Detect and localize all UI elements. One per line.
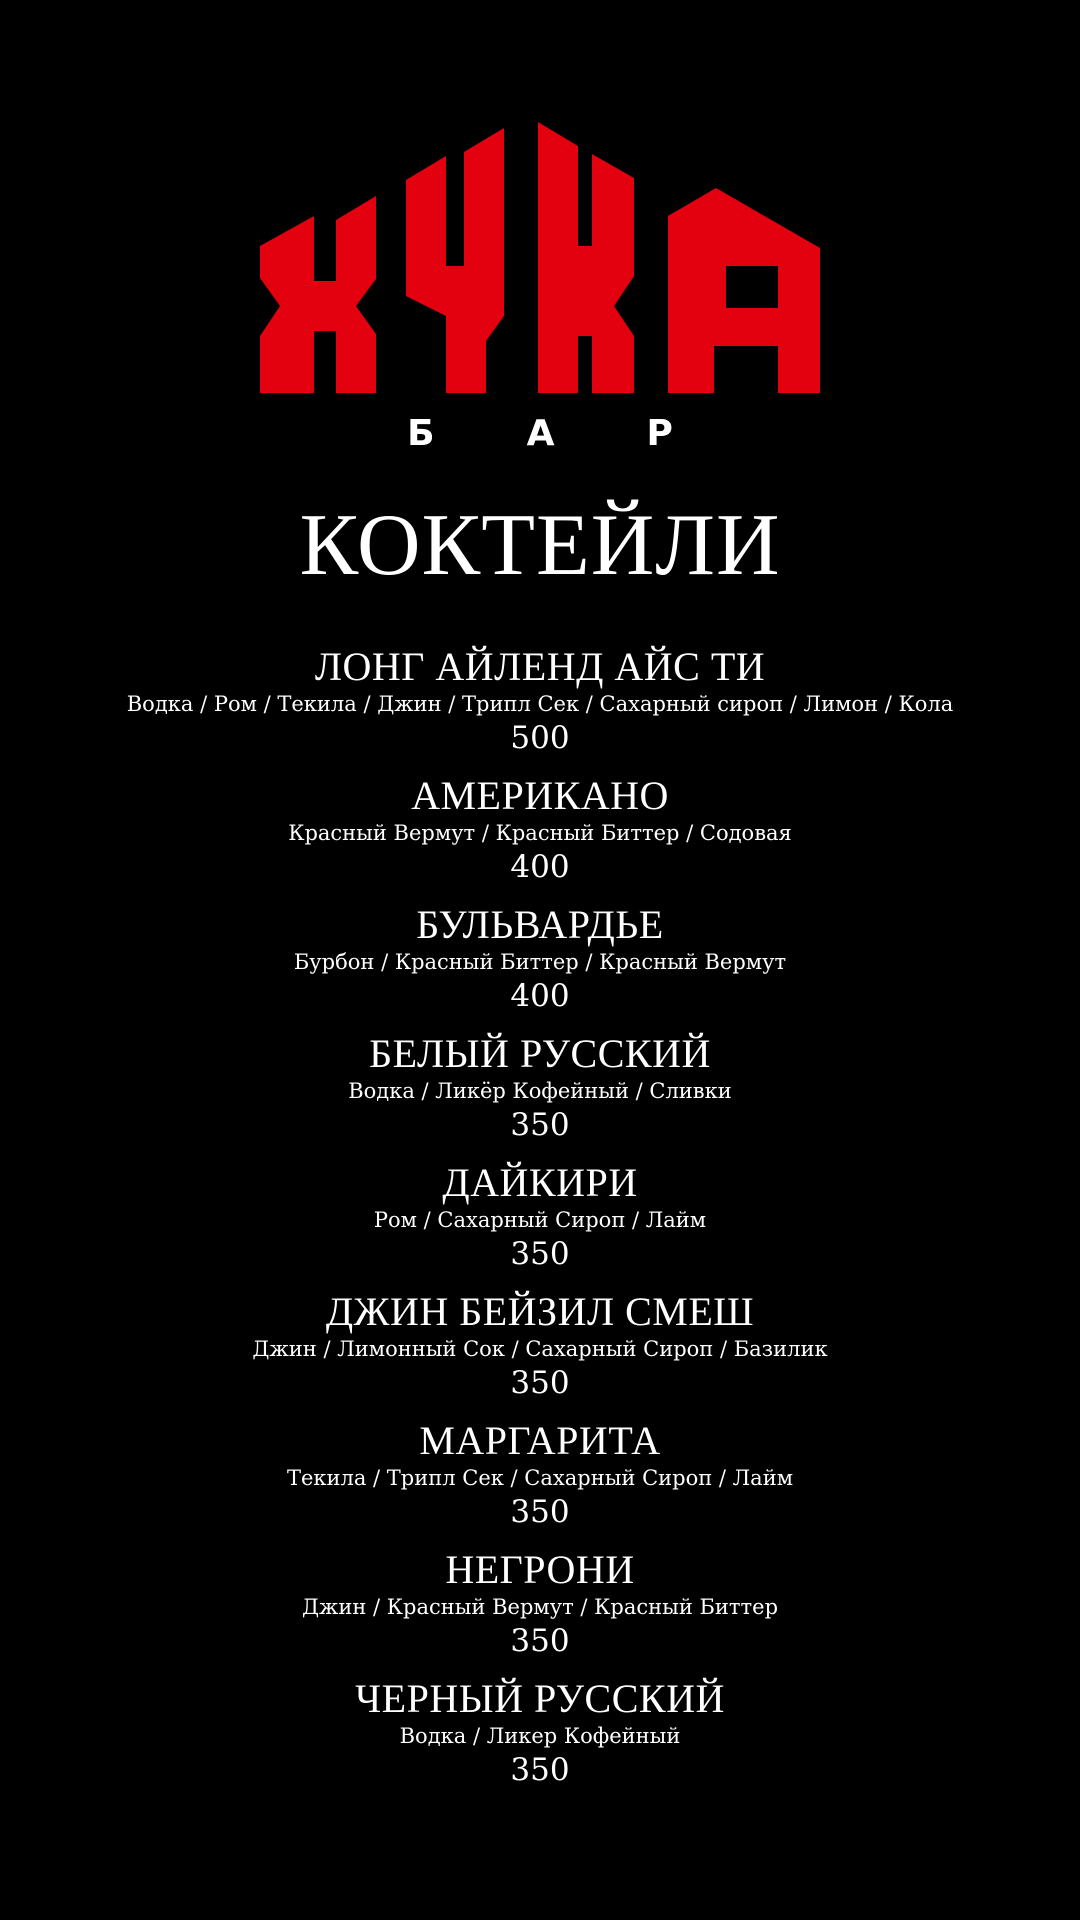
menu-item (0, 1418, 1080, 1547)
logo-wordmark (256, 116, 824, 396)
item-price: 350 (510, 1623, 570, 1659)
item-name: ДЖИН БЕЙЗИЛ СМЕШ (325, 1289, 755, 1334)
item-price: 400 (510, 978, 570, 1014)
item-name: БУЛЬВАРДЬЕ (416, 902, 664, 947)
item-name: ЧЕРНЫЙ РУССКИЙ (355, 1676, 725, 1721)
item-name: АМЕРИКАНО (411, 773, 669, 818)
menu-item (0, 773, 1080, 902)
item-ingredients: Джин / Красный Вермут / Красный Биттер (301, 1595, 779, 1619)
item-price: 350 (510, 1107, 570, 1143)
menu-item (0, 1031, 1080, 1160)
item-ingredients: Ром / Сахарный Сироп / Лайм (373, 1208, 707, 1232)
item-price: 350 (510, 1365, 570, 1401)
item-name: ДАЙКИРИ (442, 1160, 638, 1205)
item-price: 500 (510, 720, 570, 756)
logo (0, 0, 1080, 480)
item-ingredients: Водка / Ликер Кофейный (399, 1724, 681, 1748)
item-name: ЛОНГ АЙЛЕНД АЙС ТИ (314, 644, 766, 689)
menu-item (0, 1676, 1080, 1805)
menu-item (0, 1289, 1080, 1418)
menu-item (0, 1160, 1080, 1289)
cocktail-menu (0, 644, 1080, 1805)
item-price: 350 (510, 1752, 570, 1788)
item-name: МАРГАРИТА (419, 1418, 661, 1463)
menu-item (0, 1547, 1080, 1676)
item-ingredients: Текила / Трипл Сек / Сахарный Сироп / Лайм (286, 1466, 794, 1490)
item-name: НЕГРОНИ (445, 1547, 635, 1592)
item-ingredients: Красный Вермут / Красный Биттер / Содовая (288, 821, 792, 845)
menu-item (0, 902, 1080, 1031)
logo-subtitle: БАР (407, 413, 765, 454)
item-price: 400 (510, 849, 570, 885)
item-ingredients: Водка / Ликёр Кофейный / Сливки (348, 1079, 732, 1103)
menu-item (0, 644, 1080, 773)
item-ingredients: Джин / Лимонный Сок / Сахарный Сироп / Базилик (252, 1337, 828, 1361)
section-title: КОКТЕЙЛИ (299, 497, 781, 594)
item-price: 350 (510, 1494, 570, 1530)
item-ingredients: Бурбон / Красный Биттер / Красный Вермут (293, 950, 787, 974)
item-ingredients: Водка / Ром / Текила / Джин / Трипл Сек / Сахарный сироп / Лимон / Кола (126, 692, 954, 716)
item-name: БЕЛЫЙ РУССКИЙ (369, 1031, 711, 1076)
item-price: 350 (510, 1236, 570, 1272)
